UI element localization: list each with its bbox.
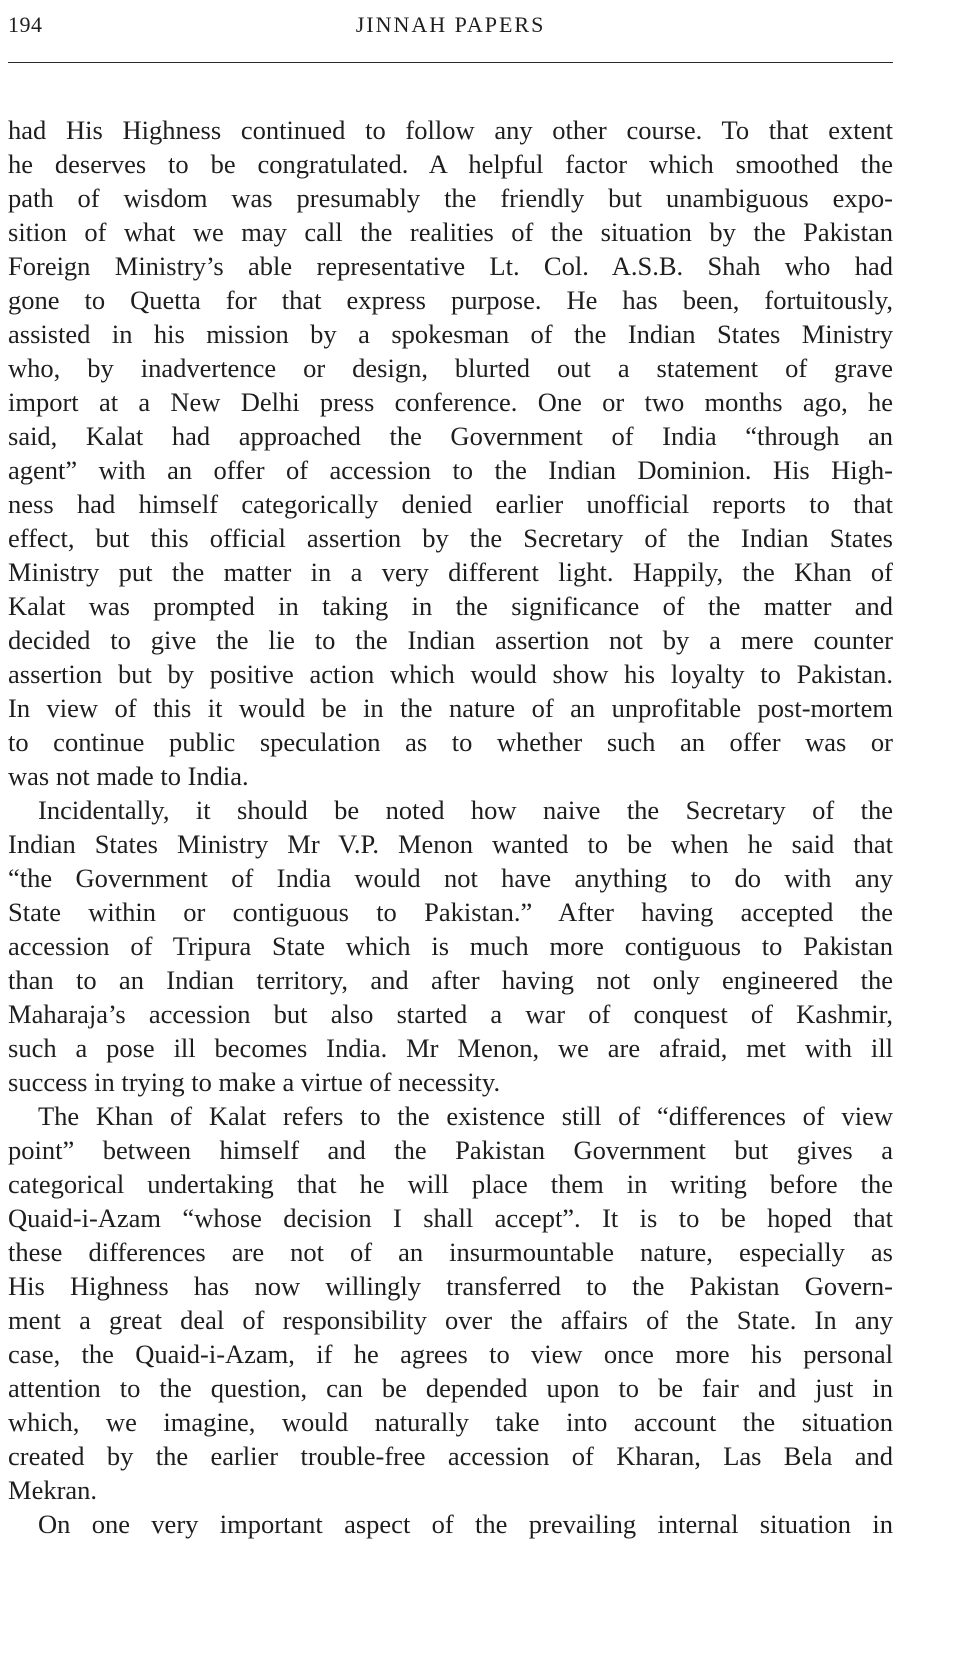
text-line: was not made to India. xyxy=(8,761,249,791)
text-line: these differences are not of an insurmountable nature, especially as xyxy=(8,1237,893,1267)
text-line: to continue public speculation as to whether such an offer was or xyxy=(8,727,893,757)
header-rule xyxy=(8,62,893,63)
text-line: Kalat was prompted in taking in the significance of the matter and xyxy=(8,591,893,621)
text-line: His Highness has now willingly transferred to the Pakistan Govern- xyxy=(8,1271,893,1301)
text-line: “the Government of India would not have anything to do with any xyxy=(8,863,893,893)
text-line: had His Highness continued to follow any other course. To that extent xyxy=(8,115,893,145)
text-line: The Khan of Kalat refers to the existence still of “differences of view xyxy=(38,1101,893,1131)
text-line: import at a New Delhi press conference. One or two months ago, he xyxy=(8,387,893,417)
text-line: sition of what we may call the realities of the situation by the Pakistan xyxy=(8,217,893,247)
text-line: In view of this it would be in the nature of an unprofitable post-mortem xyxy=(8,693,893,723)
text-line: Foreign Ministry’s able representative Lt. Col. A.S.B. Shah who had xyxy=(8,251,893,281)
text-line: State within or contiguous to Pakistan.” After having accepted the xyxy=(8,897,893,927)
text-line: who, by inadvertence or design, blurted out a statement of grave xyxy=(8,353,893,383)
text-line: case, the Quaid-i-Azam, if he agrees to view once more his personal xyxy=(8,1339,893,1369)
text-line: agent” with an offer of accession to the Indian Dominion. His High- xyxy=(8,455,893,485)
text-line: point” between himself and the Pakistan Government but gives a xyxy=(8,1135,893,1165)
text-line: gone to Quetta for that express purpose. He has been, fortuitously, xyxy=(8,285,893,315)
text-line: assisted in his mission by a spokesman of the Indian States Ministry xyxy=(8,319,893,349)
text-line: Indian States Ministry Mr V.P. Menon wanted to be when he said that xyxy=(8,829,893,859)
text-line: Mekran. xyxy=(8,1475,98,1505)
text-line: he deserves to be congratulated. A helpful factor which smoothed the xyxy=(8,149,893,179)
body-text xyxy=(8,113,893,1541)
running-head xyxy=(8,10,893,50)
text-line: Quaid-i-Azam “whose decision I shall accept”. It is to be hoped that xyxy=(8,1203,893,1233)
paragraph-1 xyxy=(8,113,893,793)
text-line: effect, but this official assertion by the Secretary of the Indian States xyxy=(8,523,893,553)
text-line: which, we imagine, would naturally take into account the situation xyxy=(8,1407,893,1437)
page-number: 194 xyxy=(8,12,43,37)
text-line: success in trying to make a virtue of necessity. xyxy=(8,1067,501,1097)
text-line: On one very important aspect of the prevailing internal situation in xyxy=(38,1509,893,1539)
text-line: created by the earlier trouble-free accession of Kharan, Las Bela and xyxy=(8,1441,893,1471)
running-title: JINNAH PAPERS xyxy=(355,12,546,37)
text-line: decided to give the lie to the Indian assertion not by a mere counter xyxy=(8,625,893,655)
text-line: assertion but by positive action which would show his loyalty to Pakistan. xyxy=(8,659,893,689)
paragraph-3 xyxy=(8,1099,893,1507)
text-line: ment a great deal of responsibility over the affairs of the State. In any xyxy=(8,1305,893,1335)
text-line: ness had himself categorically denied earlier unofficial reports to that xyxy=(8,489,893,519)
text-line: such a pose ill becomes India. Mr Menon, we are afraid, met with ill xyxy=(8,1033,893,1063)
text-line: Ministry put the matter in a very different light. Happily, the Khan of xyxy=(8,557,893,587)
paragraph-4 xyxy=(8,1507,893,1541)
paragraph-2 xyxy=(8,793,893,1099)
text-line: Incidentally, it should be noted how naive the Secretary of the xyxy=(38,795,893,825)
text-line: path of wisdom was presumably the friendly but unambiguous expo- xyxy=(8,183,893,213)
text-line: Maharaja’s accession but also started a war of conquest of Kashmir, xyxy=(8,999,893,1029)
text-line: categorical undertaking that he will place them in writing before the xyxy=(8,1169,893,1199)
text-line: attention to the question, can be depended upon to be fair and just in xyxy=(8,1373,893,1403)
text-line: than to an Indian territory, and after having not only engineered the xyxy=(8,965,893,995)
text-line: accession of Tripura State which is much more contiguous to Pakistan xyxy=(8,931,893,961)
text-line: said, Kalat had approached the Government of India “through an xyxy=(8,421,893,451)
